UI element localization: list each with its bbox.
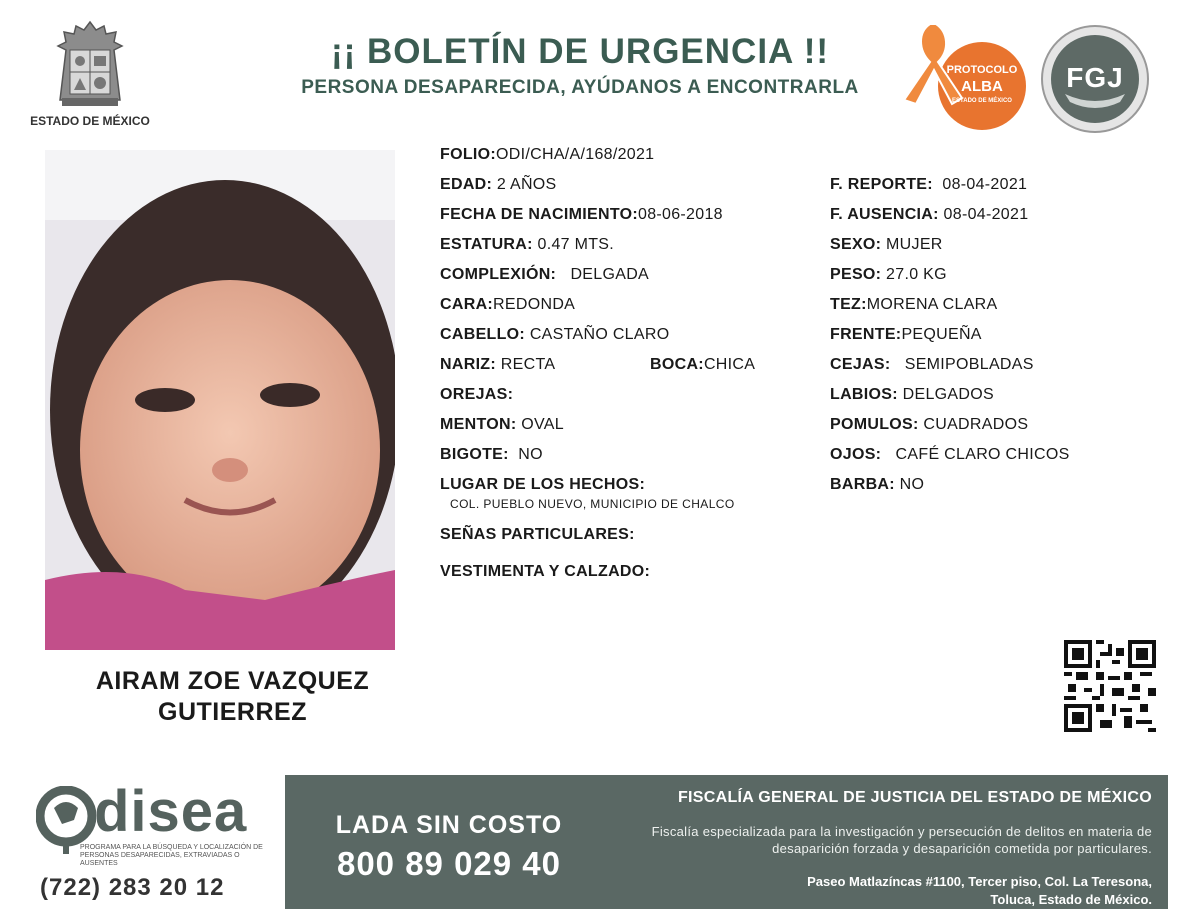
qr-code-icon[interactable]: [1064, 640, 1156, 732]
state-label: ESTADO DE MÉXICO: [30, 114, 150, 128]
peso-label: PESO:: [830, 266, 882, 283]
field-edad: [440, 175, 557, 195]
bigote-label: BIGOTE:: [440, 446, 509, 463]
field-ojos: [830, 445, 1070, 465]
menton-value: OVAL: [521, 416, 564, 433]
fgj-seal: [1040, 24, 1150, 134]
cara-label: CARA:: [440, 296, 494, 313]
field-complexion: [440, 265, 649, 285]
lada-label: LADA SIN COSTO: [335, 811, 563, 839]
field-reporte: [830, 175, 1027, 195]
field-bigote: [440, 445, 543, 465]
field-cabello: [440, 325, 669, 345]
vestimenta-label: VESTIMENTA Y CALZADO:: [440, 563, 651, 580]
field-labios: [830, 385, 994, 405]
lugar-value: COL. PUEBLO NUEVO, MUNICIPIO DE CHALCO: [450, 497, 735, 511]
agency-address: [592, 873, 1152, 909]
pomulos-label: POMULOS:: [830, 416, 919, 433]
edad-label: EDAD:: [440, 176, 493, 193]
nacimiento-value: 08-06-2018: [638, 206, 723, 223]
person-name-line2: GUTIERREZ: [158, 698, 307, 726]
frente-value: PEQUEÑA: [901, 326, 982, 343]
orejas-label: OREJAS:: [440, 386, 514, 403]
ausencia-label: F. AUSENCIA:: [830, 206, 939, 223]
senas-label: SEÑAS PARTICULARES:: [440, 526, 635, 543]
labios-value: DELGADOS: [902, 386, 994, 403]
boca-label: BOCA:: [650, 356, 704, 373]
field-barba: [830, 475, 924, 495]
missing-person-photo: [45, 150, 395, 650]
sexo-value: MUJER: [886, 236, 943, 253]
agency-name: FISCALÍA GENERAL DE JUSTICIA DEL ESTADO DE MÉXICO: [677, 789, 1152, 806]
field-lugar: [440, 475, 645, 495]
agency-description: Fiscalía especializada para la investigación y persecución de delitos en materia de desaparición forzada y desaparición cometida por particulares.: [651, 824, 1152, 856]
estatura-label: ESTATURA:: [440, 236, 533, 253]
tez-value: MORENA CLARA: [866, 296, 998, 313]
field-menton: [440, 415, 564, 435]
barba-value: NO: [899, 476, 925, 493]
odisea-caption: PROGRAMA PARA LA BÚSQUEDA Y LOCALIZACIÓN DE PERSONAS DESAPARECIDAS, EXTRAVIADAS O AUSENTES: [80, 844, 263, 867]
folio-label: FOLIO:: [440, 146, 497, 163]
labios-label: LABIOS:: [830, 386, 898, 403]
ojos-value: CAFÉ CLARO CHICOS: [895, 446, 1070, 463]
cabello-label: CABELLO:: [440, 326, 526, 343]
edad-value: 2 AÑOS: [496, 176, 557, 193]
address-line2: Toluca, Estado de México.: [990, 892, 1152, 907]
bigote-value: NO: [518, 446, 543, 463]
frente-label: FRENTE:: [830, 326, 902, 343]
peso-value: 27.0 KG: [886, 266, 947, 283]
cabello-value: CASTAÑO CLARO: [529, 326, 670, 343]
field-boca: [650, 355, 755, 375]
field-orejas: [440, 385, 513, 405]
field-peso: [830, 265, 947, 285]
field-tez: [830, 295, 998, 315]
reporte-label: F. REPORTE:: [830, 176, 933, 193]
nariz-label: NARIZ:: [440, 356, 497, 373]
field-cara: [440, 295, 575, 315]
field-folio: [440, 145, 654, 165]
ojos-label: OJOS:: [830, 446, 882, 463]
address-line1: Paseo Matlazíncas #1100, Tercer piso, Col. La Teresona,: [807, 874, 1152, 889]
lada-number: 800 89 029 40: [336, 845, 562, 882]
cejas-label: CEJAS:: [830, 356, 891, 373]
alba-line2: ALBA: [961, 78, 1003, 95]
folio-value: ODI/CHA/A/168/2021: [496, 146, 655, 163]
field-cejas: [830, 355, 1034, 375]
tez-label: TEZ:: [830, 296, 867, 313]
odisea-phone: (722) 283 20 12: [40, 874, 225, 901]
nacimiento-label: FECHA DE NACIMIENTO:: [440, 206, 638, 223]
protocolo-alba-logo: [900, 22, 1030, 132]
field-pomulos: [830, 415, 1028, 435]
footer-contact-bar: [285, 775, 1168, 909]
field-nacimiento: [440, 205, 723, 225]
orange-ribbon-icon: [900, 22, 1030, 132]
lugar-label: LUGAR DE LOS HECHOS:: [440, 476, 646, 493]
field-frente: [830, 325, 982, 345]
estado-de-mexico-coat-of-arms: [50, 20, 130, 108]
menton-label: MENTON:: [440, 416, 517, 433]
person-name-line1: AIRAM ZOE VAZQUEZ: [95, 667, 370, 695]
boca-value: CHICA: [703, 356, 756, 373]
field-estatura: [440, 235, 614, 255]
barba-label: BARBA:: [830, 476, 895, 493]
odisea-wordmark: disea: [94, 779, 248, 844]
nariz-value: RECTA: [500, 356, 556, 373]
sexo-label: SEXO:: [830, 236, 882, 253]
field-senas: [440, 525, 635, 545]
ausencia-value: 08-04-2021: [943, 206, 1029, 223]
bulletin-title: ¡¡ BOLETÍN DE URGENCIA !!: [330, 32, 830, 71]
bulletin-subtitle: PERSONA DESAPARECIDA, AYÚDANOS A ENCONTRARLA: [301, 77, 859, 98]
field-nariz: [440, 355, 555, 375]
estatura-value: 0.47 MTS.: [537, 236, 615, 253]
cejas-value: SEMIPOBLADAS: [904, 356, 1034, 373]
complexion-label: COMPLEXIÓN:: [440, 266, 557, 283]
field-vestimenta: [440, 562, 650, 582]
field-ausencia: [830, 205, 1028, 225]
fgj-label: FGJ: [1066, 62, 1124, 93]
cara-value: REDONDA: [493, 296, 576, 313]
complexion-value: DELGADA: [570, 266, 650, 283]
person-name: [60, 666, 405, 728]
reporte-value: 08-04-2021: [942, 176, 1028, 193]
alba-line3: ESTADO DE MÉXICO: [952, 98, 1012, 104]
alba-line1: PROTOCOLO: [946, 64, 1018, 76]
pomulos-value: CUADRADOS: [923, 416, 1029, 433]
field-sexo: [830, 235, 943, 255]
